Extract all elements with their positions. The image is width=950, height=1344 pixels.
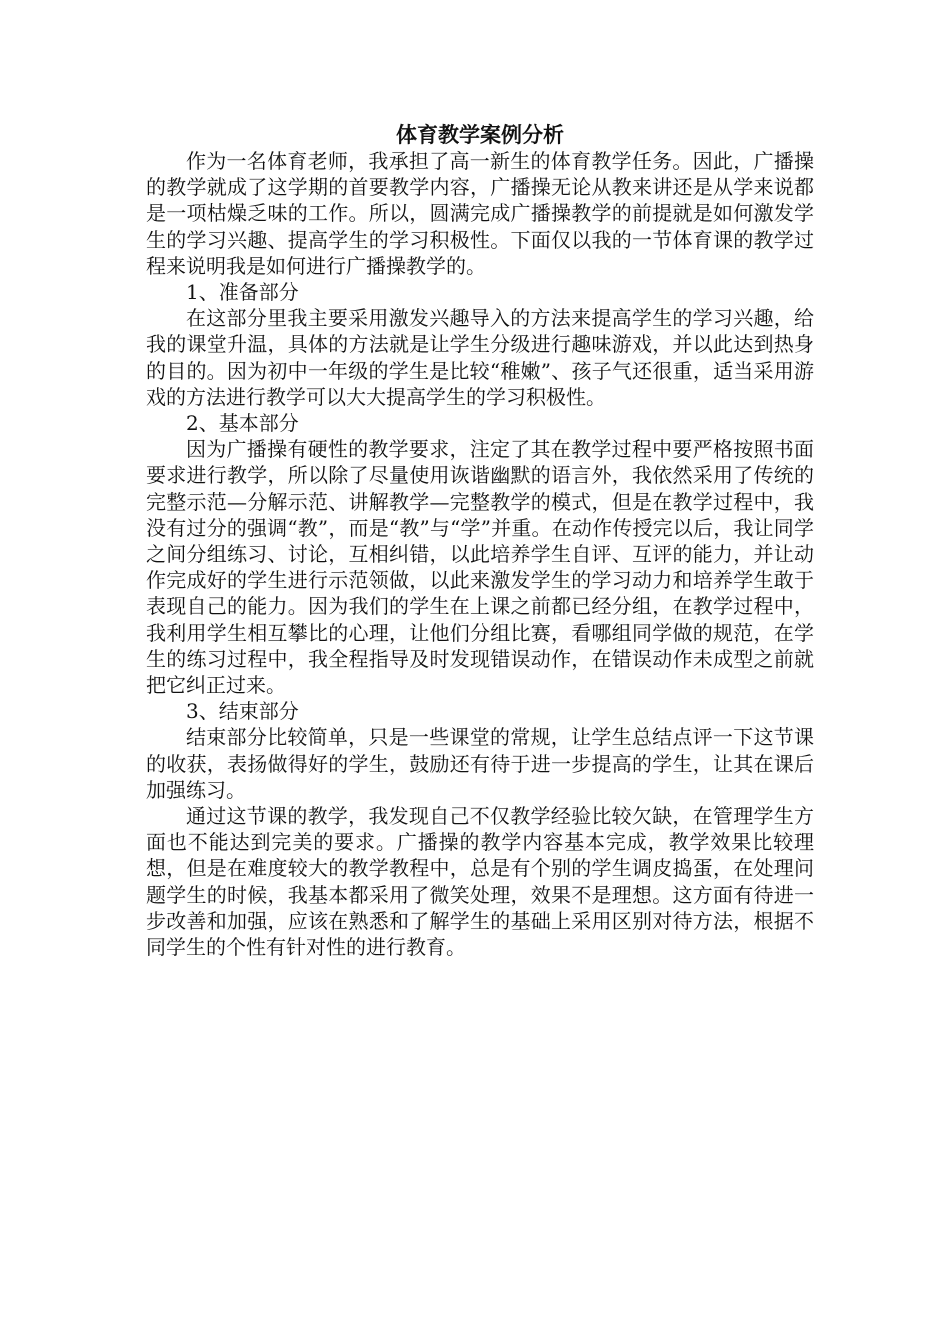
document-body	[146, 122, 814, 960]
section-heading-ending: 3、结束部分	[186, 699, 299, 724]
section-body-basic: 因为广播操有硬性的教学要求，注定了其在教学过程中要严格按照书面要求进行教学，所以除了尽量使用诙谐幽默的语言外，我依然采用了传统的完整示范—分解示范、讲解教学—完整教学的模式，但是在教学过程中，我没有过分的强调“教”，而是“教”与“学”并重。在动作传授完以后，我让同学之间分组练习、讨论，互相纠错，以此培养学生自评、互评的能力，并让动作完成好的学生进行示范领做，以此来激发学生的学习动力和培养学生敢于表现自己的能力。因为我们的学生在上课之前都已经分组，在教学过程中，我利用学生相互攀比的心理，让他们分组比赛，看哪组同学做的规范，在学生的练习过程中，我全程指导及时发现错误动作，在错误动作未成型之前就把它纠正过来。	[146, 437, 814, 698]
document-title: 体育教学案例分析	[396, 122, 564, 147]
section-body-ending: 结束部分比较简单，只是一些课堂的常规，让学生总结点评一下这节课的收获，表扬做得好的学生，鼓励还有待于进一步提高的学生，让其在课后加强练习。	[146, 725, 814, 802]
intro-paragraph: 作为一名体育老师，我承担了高一新生的体育教学任务。因此，广播操的教学就成了这学期的首要教学内容，广播操无论从教来讲还是从学来说都是一项枯燥乏味的工作。所以，圆满完成广播操教学的前提就是如何激发学生的学习兴趣、提高学生的学习积极性。下面仅以我的一节体育课的教学过程来说明我是如何进行广播操教学的。	[146, 149, 814, 278]
conclusion-paragraph: 通过这节课的教学，我发现自己不仅教学经验比较欠缺，在管理学生方面也不能达到完美的要求。广播操的教学内容基本完成，教学效果比较理想，但是在难度较大的教学教程中，总是有个别的学生调皮捣蛋，在处理问题学生的时候，我基本都采用了微笑处理，效果不是理想。这方面有待进一步改善和加强，应该在熟悉和了解学生的基础上采用区别对待方法，根据不同学生的个性有针对性的进行教育。	[146, 804, 814, 960]
section-heading-prep: 1、准备部分	[186, 280, 299, 305]
section-heading-basic: 2、基本部分	[186, 411, 299, 436]
section-body-prep: 在这部分里我主要采用激发兴趣导入的方法来提高学生的学习兴趣，给我的课堂升温，具体的方法就是让学生分级进行趣味游戏，并以此达到热身的目的。因为初中一年级的学生是比较“稚嫩”、孩子气还很重，适当采用游戏的方法进行教学可以大大提高学生的学习积极性。	[146, 306, 814, 409]
